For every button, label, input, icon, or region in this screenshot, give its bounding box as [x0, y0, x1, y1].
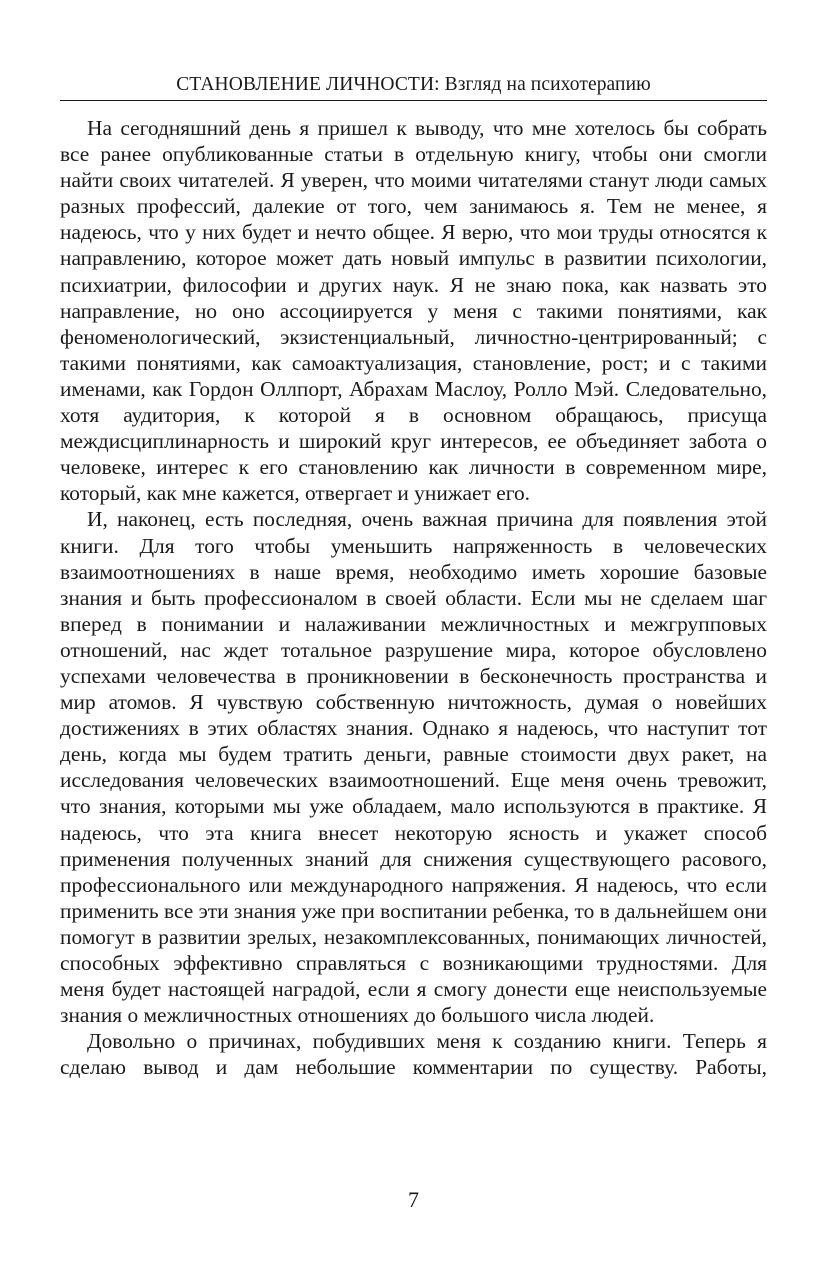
page-number: 7	[408, 1187, 419, 1212]
header-rule	[60, 100, 767, 101]
body-text	[60, 115, 767, 1080]
running-header-title: СТАНОВЛЕНИЕ ЛИЧНОСТИ: Взгляд на психотерапию	[176, 74, 651, 95]
paragraph-3: Довольно о причинах, побудивших меня к созданию книги. Теперь я сделаю вывод и дам небольшие комментарии по существу. Работы,	[60, 1029, 767, 1080]
paragraph-2: И, наконец, есть последняя, очень важная причина для появления этой книги. Для того чтобы уменьшить напряженность в человеческих взаимоотношениях в наше время, необходимо иметь хорошие базовые знания и быть профессионалом в своей области. Если мы не сделаем шаг вперед в понимании и налаживании межличностных и межгрупповых отношений, нас ждет тотальное разрушение мира, которое обусловлено успехами человечества в проникновении в бесконечность пространства и мир атомов. Я чувствую собственную ничтожность, думая о новейших достижениях в этих областях знания. Однако я надеюсь, что наступит тот день, когда мы будем тратить деньги, равные стоимости двух ракет, на исследования человеческих взаимоотношений. Еще меня очень тревожит, что знания, которыми мы уже обладаем, мало используются в практике. Я надеюсь, что эта книга внесет некоторую ясность и укажет способ применения полученных знаний для снижения существующего расового, профессионального или международного напряжения. Я надеюсь, что если применить все эти знания уже при воспитании ребенка, то в дальнейшем они помогут в развитии зрелых, незакомплексованных, понимающих личностей, способных эффективно справляться с возникающими трудностями. Для меня будет настоящей наградой, если я смогу донести еще неиспользуемые знания о межличностных отношениях до большого числа людей.	[60, 507, 767, 1028]
paragraph-1: На сегодняшний день я пришел к выводу, что мне хотелось бы собрать все ранее опубликованные статьи в отдельную книгу, чтобы они смогли найти своих читателей. Я уверен, что моими читателями станут люди самых разных профессий, далекие от того, чем занимаюсь я. Тем не менее, я надеюсь, что у них будет и нечто общее. Я верю, что мои труды относятся к направлению, которое может дать новый импульс в развитии психологии, психиатрии, философии и других наук. Я не знаю пока, как назвать это направление, но оно ассоциируется у меня с такими понятиями, как феноменологический, экзистенциальный, личностно-центрированный; с такими понятиями, как самоактуализация, становление, рост; и с такими именами, как Гордон Оллпорт, Абрахам Маслоу, Ролло Мэй. Следовательно, хотя аудитория, к которой я в основном обращаюсь, присуща междисциплинарность и широкий круг интересов, ее объединяет забота о человеке, интерес к его становлению как личности в современном мире, который, как мне кажется, отвергает и унижает его.	[60, 116, 767, 506]
